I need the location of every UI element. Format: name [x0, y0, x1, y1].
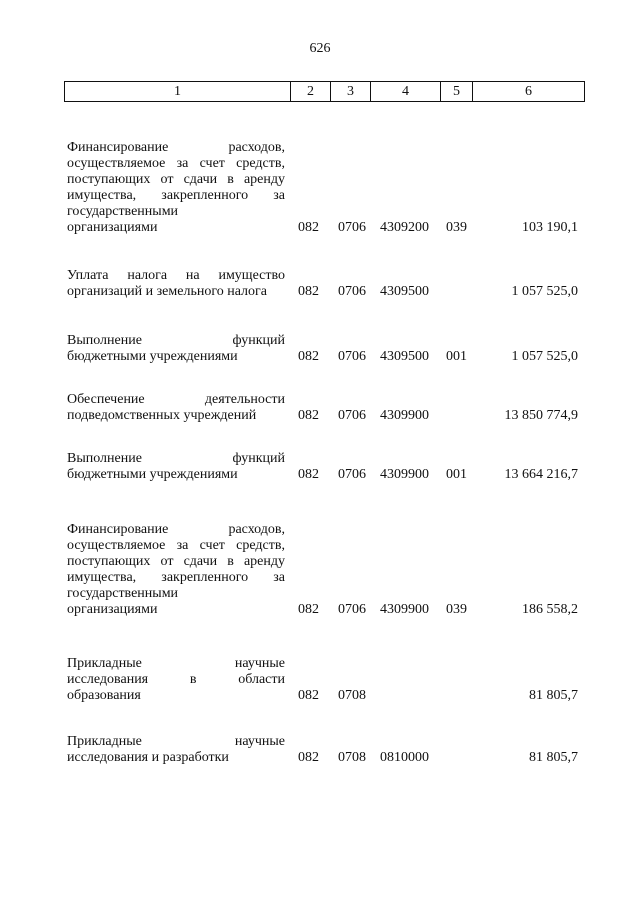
description-line: осуществляемое за счет средств,: [67, 156, 285, 171]
row-description: [67, 392, 285, 424]
column-header-row: [65, 82, 585, 102]
expense-type-code: 039: [446, 220, 467, 235]
description-line: подведомственных учреждений: [67, 408, 257, 423]
description-line: организаций и земельного налога: [67, 284, 267, 299]
ministry-code: 082: [298, 284, 319, 299]
description-line: организациями: [67, 602, 158, 617]
section-code: 0708: [338, 688, 366, 703]
column-header-1: 1: [65, 82, 291, 102]
expense-type-code: 001: [446, 467, 467, 482]
amount: 81 805,7: [529, 688, 578, 703]
description-line: организациями: [67, 220, 158, 235]
column-header-3: 3: [331, 82, 371, 102]
target-article-code: 0810000: [380, 750, 429, 765]
description-line: Выполнение функций: [67, 333, 285, 348]
ministry-code: 082: [298, 349, 319, 364]
ministry-code: 082: [298, 602, 319, 617]
description-line: бюджетными учреждениями: [67, 349, 238, 364]
row-description: [67, 140, 285, 236]
row-description: [67, 656, 285, 704]
ministry-code: 082: [298, 220, 319, 235]
section-code: 0706: [338, 467, 366, 482]
description-line: государственными: [67, 204, 179, 219]
column-header-5: 5: [441, 82, 473, 102]
description-line: поступающих от сдачи в аренду: [67, 172, 285, 187]
target-article-code: 4309900: [380, 602, 429, 617]
description-line: имущества, закрепленного за: [67, 188, 285, 203]
description-line: имущества, закрепленного за: [67, 570, 285, 585]
column-header-2: 2: [291, 82, 331, 102]
amount: 13 664 216,7: [504, 467, 578, 482]
description-line: бюджетными учреждениями: [67, 467, 238, 482]
description-line: Прикладные научные: [67, 734, 285, 749]
column-header-6: 6: [473, 82, 585, 102]
page-number: 626: [309, 41, 331, 56]
section-code: 0706: [338, 220, 366, 235]
expense-type-code: 001: [446, 349, 467, 364]
amount: 1 057 525,0: [511, 284, 578, 299]
amount: 103 190,1: [522, 220, 578, 235]
target-article-code: 4309900: [380, 408, 429, 423]
description-line: исследования в области: [67, 672, 285, 687]
section-code: 0706: [338, 284, 366, 299]
description-line: Прикладные научные: [67, 656, 285, 671]
description-line: Уплата налога на имущество: [67, 268, 285, 283]
description-line: Обеспечение деятельности: [67, 392, 285, 407]
amount: 81 805,7: [529, 750, 578, 765]
target-article-code: 4309500: [380, 284, 429, 299]
ministry-code: 082: [298, 750, 319, 765]
description-line: образования: [67, 688, 141, 703]
ministry-code: 082: [298, 688, 319, 703]
row-description: [67, 268, 285, 300]
description-line: Финансирование расходов,: [67, 140, 285, 155]
section-code: 0706: [338, 408, 366, 423]
description-line: исследования и разработки: [67, 750, 229, 765]
expense-type-code: 039: [446, 602, 467, 617]
column-header-table: [64, 81, 585, 102]
description-line: поступающих от сдачи в аренду: [67, 554, 285, 569]
target-article-code: 4309200: [380, 220, 429, 235]
column-header-4: 4: [371, 82, 441, 102]
ministry-code: 082: [298, 467, 319, 482]
description-line: государственными: [67, 586, 179, 601]
amount: 1 057 525,0: [511, 349, 578, 364]
row-description: [67, 522, 285, 618]
amount: 13 850 774,9: [504, 408, 578, 423]
ministry-code: 082: [298, 408, 319, 423]
description-line: осуществляемое за счет средств,: [67, 538, 285, 553]
amount: 186 558,2: [522, 602, 578, 617]
section-code: 0706: [338, 602, 366, 617]
target-article-code: 4309900: [380, 467, 429, 482]
target-article-code: 4309500: [380, 349, 429, 364]
row-description: [67, 333, 285, 365]
row-description: [67, 451, 285, 483]
description-line: Финансирование расходов,: [67, 522, 285, 537]
row-description: [67, 734, 285, 766]
section-code: 0706: [338, 349, 366, 364]
section-code: 0708: [338, 750, 366, 765]
description-line: Выполнение функций: [67, 451, 285, 466]
